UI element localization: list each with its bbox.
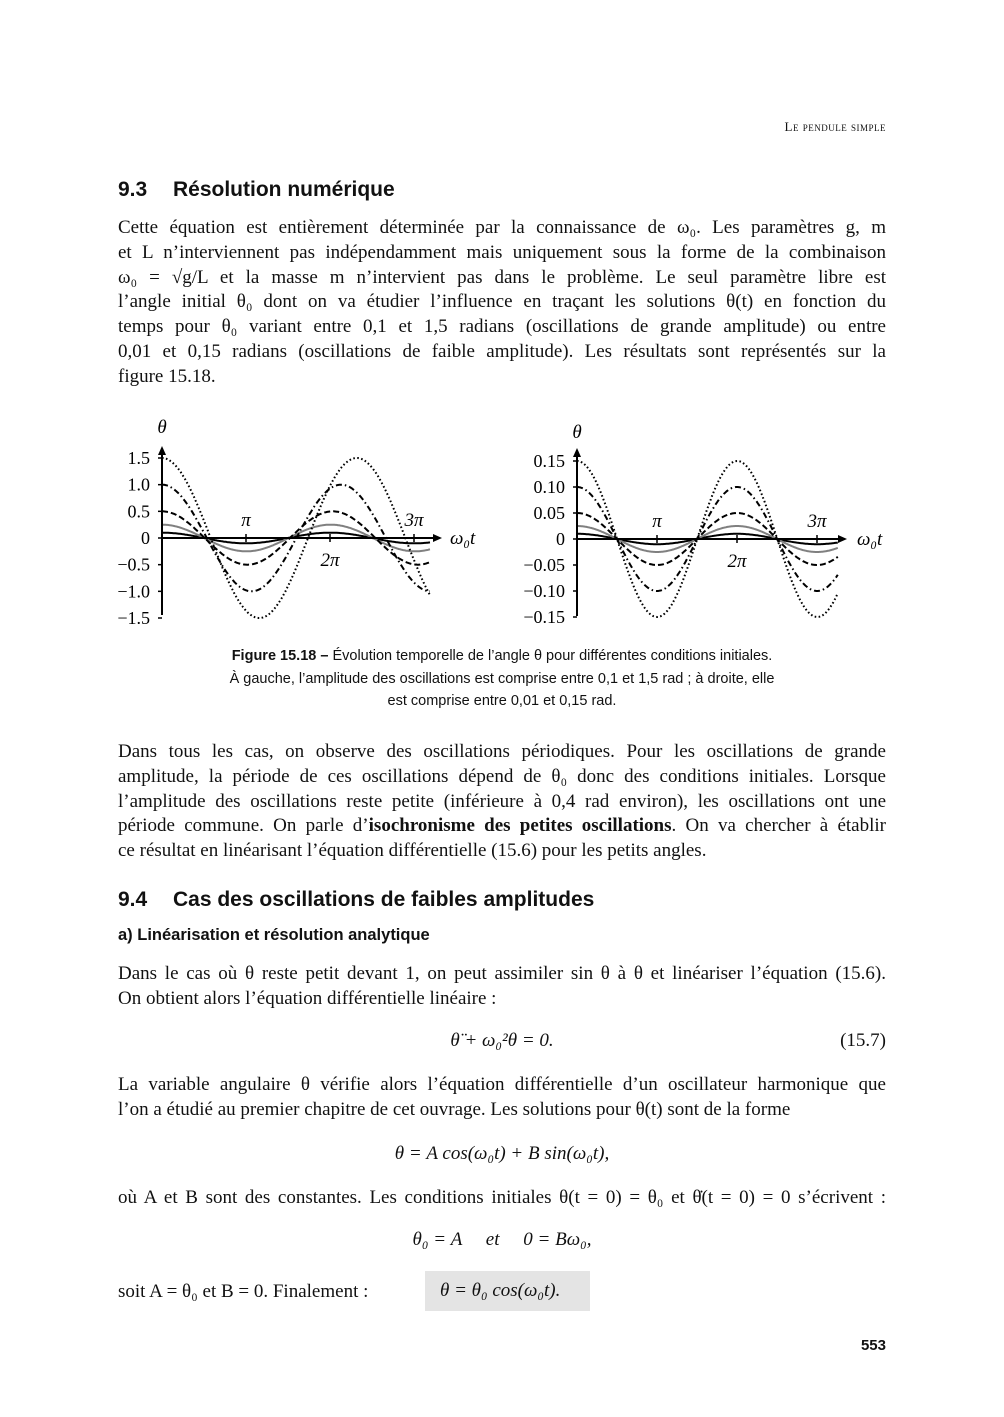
section-title: Cas des oscillations de faibles amplitudes	[173, 888, 595, 911]
text-span: . On va chercher à établir	[671, 815, 886, 837]
subsection-heading: a) Linéarisation et résolution analytique	[118, 926, 430, 944]
text-line: Dans le cas où θ reste petit devant 1, on peut assimiler sin θ à θ et linéariser l’équation (15.6).	[118, 963, 886, 984]
text-line: 0,01 et 0,15 radians (oscillations de faible amplitude). Les résultats sont représentés sur la	[118, 340, 886, 362]
paragraph-isochronism	[118, 740, 886, 864]
y-tick-label: 0.5	[127, 501, 150, 522]
paragraph-harmonic	[118, 1073, 886, 1123]
equation-conditions: θ₀ = A et 0 = Bω₀,	[412, 1229, 592, 1250]
y-axis-arrow-icon	[573, 448, 581, 457]
x-axis-label: ω₀t	[857, 529, 883, 550]
figure-caption	[118, 645, 886, 713]
y-tick-label: 0	[141, 528, 150, 548]
text-line: On obtient alors l’équation différentielle linéaire :	[118, 987, 497, 1009]
y-tick-label: 1.5	[127, 448, 150, 468]
x-tick-label: 3π	[404, 510, 424, 531]
y-tick-label: −0.10	[523, 581, 565, 601]
y-axis-label: θ	[157, 417, 167, 438]
chart-small-amplitude	[523, 422, 883, 627]
section-title: Résolution numérique	[173, 178, 395, 201]
text-line: ce résultat en linéarisant l’équation différentielle (15.6) pour les petits angles.	[118, 840, 707, 862]
text-line: Dans tous les cas, on observe des oscillations périodiques. Pour les oscillations de grande	[118, 741, 886, 762]
final-text: soit A = θ₀ et B = 0. Finalement :	[118, 1281, 369, 1302]
section-number: 9.4	[118, 888, 148, 911]
text-span: période commune. On parle d’	[118, 815, 369, 837]
paragraph-linearisation	[118, 962, 886, 1012]
y-axis-arrow-icon	[158, 446, 166, 455]
x-tick-label: π	[652, 511, 662, 532]
text-line: figure 15.18.	[118, 365, 216, 387]
text-line: ω₀ = √g/L et la masse m n’intervient pas dans le problème. Le seul paramètre libre est	[118, 266, 886, 288]
text-line: l’amplitude des oscillations reste petite (inférieure à 0,4 rad environ), les oscillations ont une	[118, 790, 886, 812]
y-tick-label: −0.05	[523, 555, 565, 575]
x-axis-arrow-icon	[838, 535, 847, 543]
section-number: 9.3	[118, 178, 148, 201]
equation-number: (15.7)	[840, 1030, 886, 1051]
y-tick-label: 0.15	[533, 451, 565, 471]
section-heading-9-4	[118, 888, 594, 912]
caption-line: Évolution temporelle de l’angle θ pour différentes conditions initiales.	[332, 648, 773, 664]
x-axis-label: ω₀t	[450, 528, 476, 549]
y-tick-label: −0.15	[523, 607, 565, 627]
text-line	[118, 814, 886, 839]
text-line: et L n’interviennent pas indépendamment mais uniquement sous la forme de la combinaison	[118, 241, 886, 263]
page-number: 553	[860, 1337, 886, 1354]
text-line: temps pour θ₀ variant entre 0,1 et 1,5 radians (oscillations de grande amplitude) ou entre	[118, 316, 886, 338]
text-line: l’angle initial θ₀ dont on va étudier l’influence en traçant les solutions θ(t) en fonction du	[118, 291, 886, 313]
figure-15-18-charts	[0, 0, 1004, 640]
caption-line: est comprise entre 0,01 et 0,15 rad.	[387, 693, 617, 709]
equation-15-7: θ̈ + ω₀²θ = 0.	[450, 1030, 554, 1051]
y-tick-label: −1.0	[117, 581, 150, 602]
x-tick-label: π	[241, 510, 251, 531]
x-tick-label: 3π	[807, 511, 827, 532]
caption-label: Figure 15.18 –	[231, 648, 329, 664]
equation-general-solution: θ = A cos(ω₀t) + B sin(ω₀t),	[394, 1143, 610, 1164]
running-head: Le pendule simple	[784, 119, 886, 134]
caption-line: À gauche, l’amplitude des oscillations est comprise entre 0,1 et 1,5 rad ; à droite, elle	[229, 670, 775, 687]
text-line: La variable angulaire θ vérifie alors l’équation différentielle d’un oscillateur harmonique que	[118, 1074, 886, 1095]
y-tick-label: −0.5	[117, 554, 150, 575]
y-tick-label: 1.0	[127, 474, 150, 495]
text-line: Cette équation est entièrement déterminée par la connaissance de ω₀. Les paramètres g, m	[118, 217, 886, 238]
paragraph-conditions	[118, 1186, 886, 1211]
x-axis-arrow-icon	[433, 534, 442, 542]
y-axis-label: θ	[572, 422, 582, 443]
text-line: amplitude, la période de ces oscillations dépend de θ₀ donc des conditions initiales. Lorsque	[118, 765, 886, 787]
y-tick-label: −1.5	[117, 608, 150, 628]
bold-term: isochronisme des petites oscillations	[368, 815, 672, 837]
x-tick-label: 2π	[727, 551, 747, 572]
x-tick-label: 2π	[320, 550, 340, 571]
y-tick-label: 0.10	[533, 477, 565, 497]
chart-large-amplitude	[117, 417, 476, 628]
y-tick-label: 0.05	[533, 503, 565, 523]
y-tick-label: 0	[556, 529, 565, 549]
text-line: où A et B sont des constantes. Les conditions initiales θ(t = 0) = θ₀ et θ̇(t = 0) = 0 s’écrivent :	[118, 1187, 886, 1208]
text-line: l’on a étudié au premier chapitre de cet ouvrage. Les solutions pour θ(t) sont de la forme	[118, 1098, 791, 1120]
final-equation: θ = θ₀ cos(ω₀t).	[440, 1280, 561, 1301]
